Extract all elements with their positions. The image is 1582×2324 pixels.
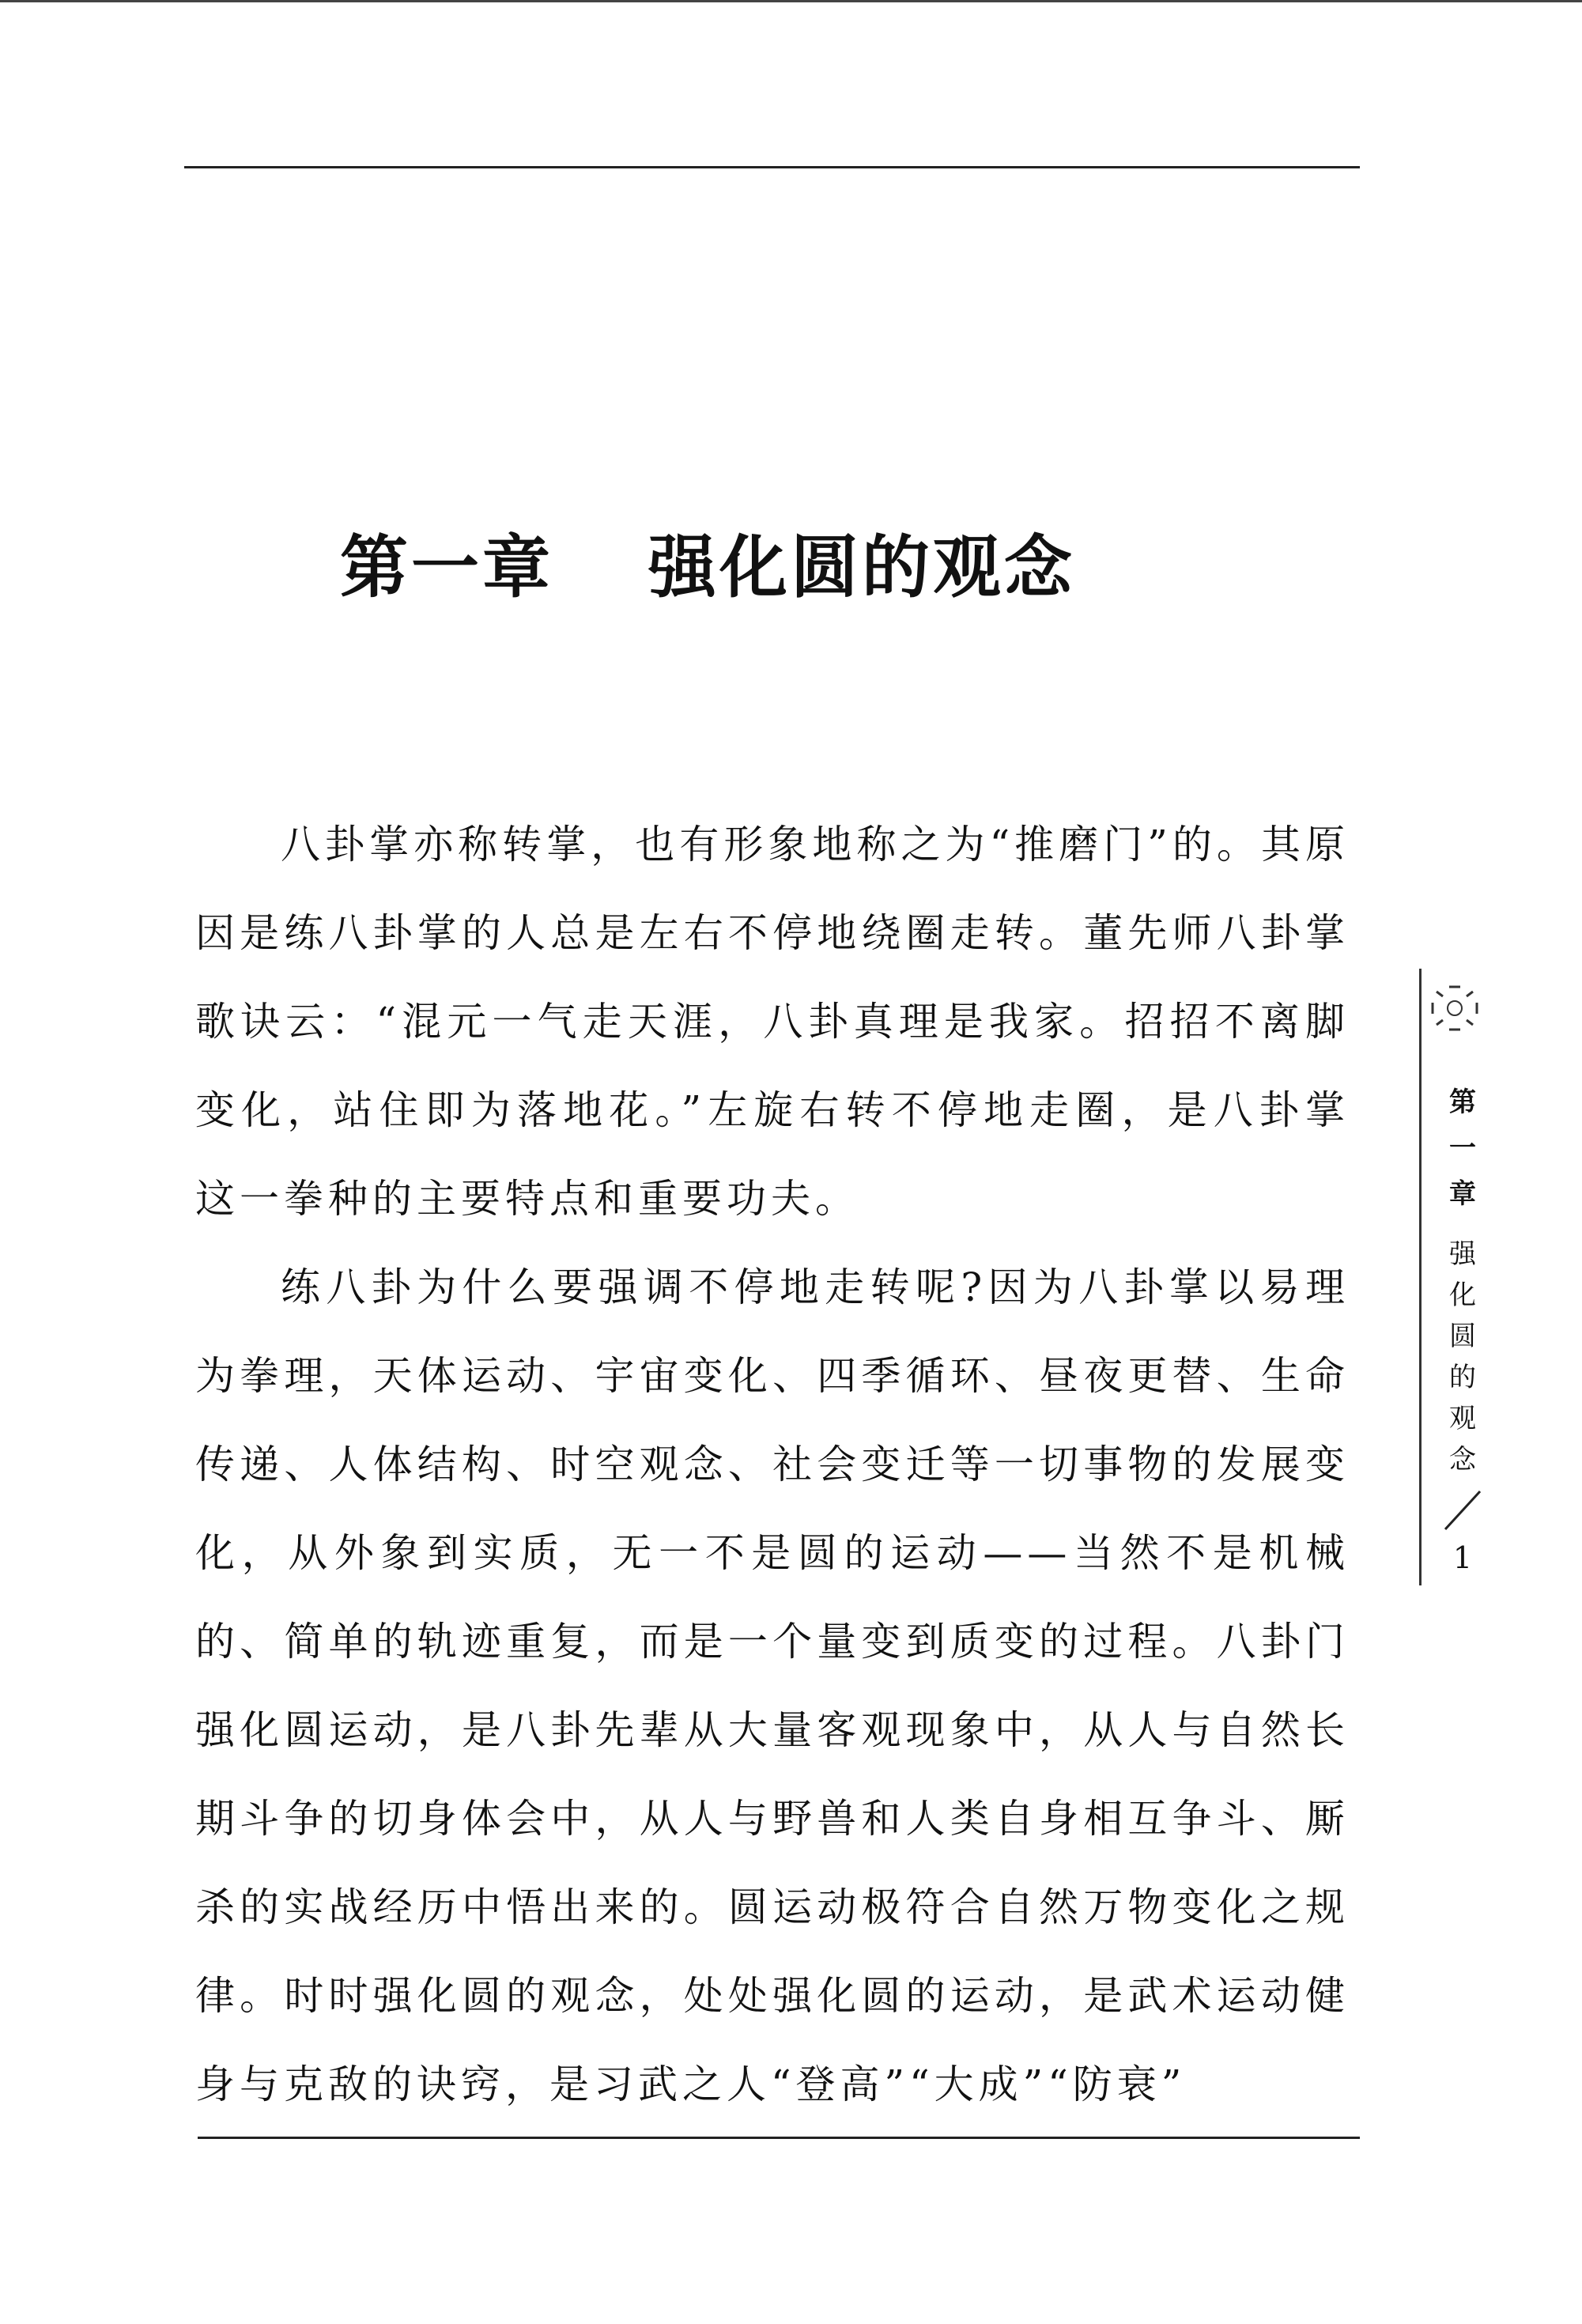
body-text bbox=[195, 800, 1350, 2129]
footer-rule bbox=[198, 2137, 1360, 2139]
side-tab-divider bbox=[1419, 969, 1422, 1585]
bagua-emblem-icon bbox=[1423, 981, 1486, 1036]
chapter-name: 强化圆的观念 bbox=[648, 527, 1075, 607]
paragraph-1: 八卦掌亦称转掌，也有形象地称之为“推磨门”的。其原因是练八卦掌的人总是左右不停地绕圈走转。董先师八卦掌歌诀云：“混元一气走天涯，八卦真理是我家。招招不离脚变化，站住即为落地花。”左旋右转不停地走圈，是八卦掌这一拳种的主要特点和重要功夫。 bbox=[195, 822, 1350, 1222]
side-tab-title: 强化圆的观念 bbox=[1449, 1238, 1476, 1476]
chapter-number: 第一章 bbox=[340, 527, 553, 607]
page-number: 1 bbox=[1452, 1540, 1473, 1575]
paragraph-2: 练八卦为什么要强调不停地走转呢?因为八卦掌以易理为拳理，天体运动、宇宙变化、四季循环、昼夜更替、生命传递、人体结构、时空观念、社会变迁等一切事物的发展变化，从外象到实质，无一不是圆的运动——当然不是机械的、简单的轨迹重复，而是一个量变到质变的过程。八卦门强化圆运动，是八卦先辈从大量客观现象中，从人与自然长期斗争的切身体会中，从人与野兽和人类自身相互争斗、厮杀的实战经历中悟出来的。圆运动极符合自然万物变化之规律。时时强化圆的观念，处处强化圆的运动，是武术运动健身与克敌的诀窍，是习武之人“登高”“大成”“防衰” bbox=[195, 1264, 1350, 2107]
side-tab-separator bbox=[1439, 1487, 1486, 1534]
scan-edge bbox=[0, 0, 1582, 2]
chapter-title bbox=[340, 520, 1210, 615]
header-rule bbox=[184, 166, 1360, 168]
side-tab-chapter: 第一章 bbox=[1449, 1086, 1476, 1210]
